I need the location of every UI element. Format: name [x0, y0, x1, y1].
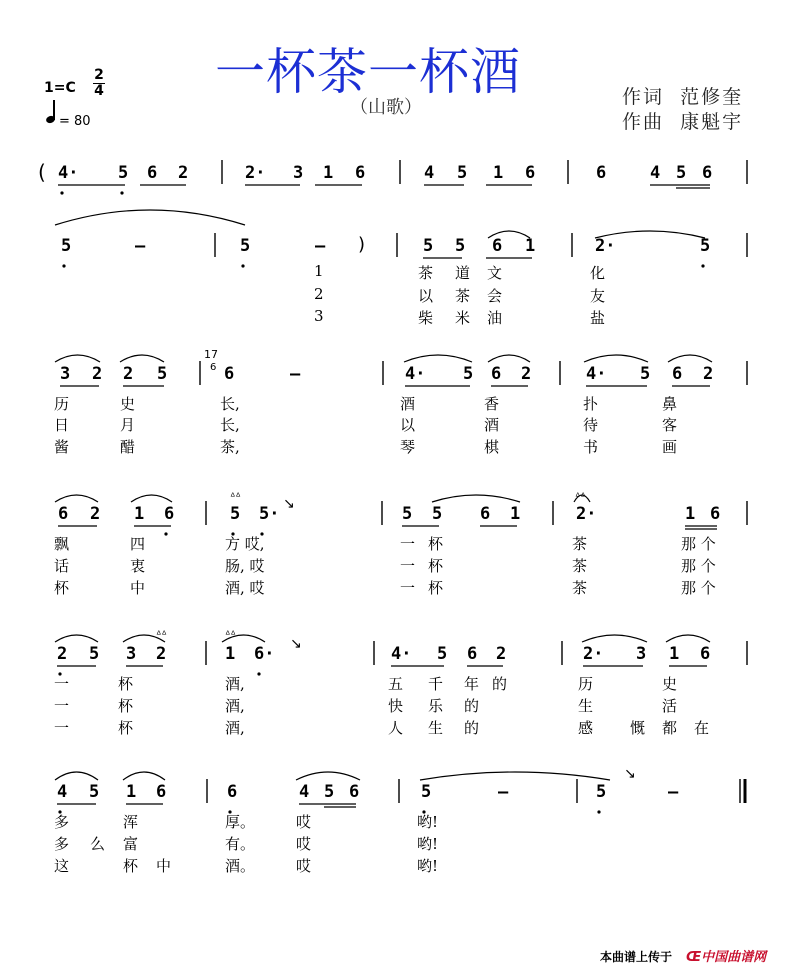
lyric-syllable: 酒, [225, 697, 245, 715]
slur [55, 772, 98, 780]
note: 6 [467, 644, 478, 664]
glide-arrow-icon: ↘ [624, 766, 636, 782]
lyric-syllable: 生 [428, 719, 444, 737]
lyric-syllable: 杯 [428, 535, 444, 553]
lyricist-label: 作词 [622, 86, 665, 108]
note: 6 [596, 163, 607, 183]
note: 5 [118, 163, 129, 183]
note: 5 [457, 163, 468, 183]
lyric-syllable: 那 个 [681, 557, 716, 575]
lyric-syllable: 历 [54, 395, 70, 413]
lyric-syllable: 四 [130, 535, 146, 553]
note: 5 [89, 782, 100, 802]
note: 5 [463, 364, 474, 384]
low-octave-dot [701, 264, 704, 267]
lyric-syllable: 茶 [572, 535, 588, 553]
note: 6· [254, 644, 275, 664]
lyric-syllable: 史 [120, 395, 136, 413]
lyric-syllable: 肠, 哎 [225, 557, 265, 575]
lyric-syllable: 画 [662, 438, 678, 456]
note: 6 [491, 364, 502, 384]
lyric-syllable: 客 [662, 416, 678, 434]
note: 1 [685, 504, 696, 524]
lyric-syllable: 历 [578, 675, 594, 693]
lyric-syllable: 这 [54, 857, 70, 875]
lyric-syllable: 茶 [572, 557, 588, 575]
lyric-syllable: 酒, 哎 [225, 579, 265, 597]
lyric-syllable: 五 [388, 675, 404, 693]
low-octave-dot [120, 191, 123, 194]
verse-number: 3 [314, 307, 324, 325]
note: 2· [583, 644, 604, 664]
note: 2 [178, 163, 189, 183]
note: 5 [596, 782, 607, 802]
lyric-syllable: 么 [90, 835, 106, 853]
lyric-syllable: 中 [130, 579, 146, 597]
lyric-syllable: 以 [400, 416, 416, 434]
lyric-syllable: 茶 [418, 264, 434, 282]
note: 5 [157, 364, 168, 384]
lyric-syllable: 话 [54, 557, 70, 575]
lyric-syllable: 以 [418, 287, 434, 305]
note: 6 [355, 163, 366, 183]
lyric-syllable: 一 [400, 579, 416, 597]
note: 5 [324, 782, 335, 802]
lyric-syllable: 厚。 [225, 813, 256, 831]
mordent-icon: ᐞᐞ [230, 492, 241, 503]
verse-number: 2 [314, 285, 324, 303]
note: 3 [60, 364, 71, 384]
lyric-syllable: 一 [54, 719, 70, 737]
lyric-syllable: 一 [54, 697, 70, 715]
note: 2 [57, 644, 68, 664]
note: 6 [349, 782, 360, 802]
note: 5 [455, 236, 466, 256]
low-octave-dot [164, 532, 167, 535]
lyric-syllable: 扑 [583, 395, 599, 413]
note: 5 [700, 236, 711, 256]
key-signature: 1=C [44, 80, 76, 96]
note: 6 [492, 236, 503, 256]
low-octave-dot [241, 264, 244, 267]
lyric-syllable: 的 [492, 675, 508, 693]
note: 5 [89, 644, 100, 664]
lyric-syllable: 长, [220, 416, 240, 434]
composer-label: 作曲 [622, 111, 665, 133]
note: 5 [437, 644, 448, 664]
slur [488, 355, 530, 362]
note: 1 [493, 163, 504, 183]
lyric-syllable: 中 [156, 857, 172, 875]
note: 4· [586, 364, 607, 384]
phrase-paren-close: ) [358, 234, 366, 255]
note: 5 [676, 163, 687, 183]
lyric-syllable: 人 [388, 719, 404, 737]
lyric-syllable: 乐 [428, 697, 444, 715]
glide-arrow-icon: ↘ [290, 636, 302, 652]
slur [55, 495, 98, 502]
tempo-marking: = 80 [59, 114, 91, 129]
lyric-syllable: 琴 [400, 438, 416, 456]
lyric-syllable: 那 个 [681, 579, 716, 597]
lyric-syllable: 杯 [118, 697, 134, 715]
note: 6 [156, 782, 167, 802]
lyric-syllable: 飘 [54, 535, 70, 553]
note: 5 [402, 504, 413, 524]
note: 4· [405, 364, 426, 384]
slur [55, 635, 98, 642]
lyric-syllable: 茶 [572, 579, 588, 597]
note: 6 [700, 644, 711, 664]
note: 5 [230, 504, 241, 524]
low-octave-dot [62, 264, 65, 267]
note: 1 [323, 163, 334, 183]
mordent-icon: ᐞᐞ [225, 630, 236, 641]
phrase-slur [55, 210, 245, 225]
lyric-syllable: 杯 [428, 557, 444, 575]
lyric-syllable: 富 [123, 835, 139, 853]
note: 6 [164, 504, 175, 524]
note: 6 [58, 504, 69, 524]
note: 1 [134, 504, 145, 524]
lyric-syllable: 酒 [400, 395, 416, 413]
verse-number: 1 [314, 262, 324, 280]
slur [666, 635, 710, 642]
lyric-syllable: 生 [578, 697, 594, 715]
lyric-syllable: 月 [120, 416, 136, 434]
note: 6 [672, 364, 683, 384]
lyric-syllable: 杯 [118, 719, 134, 737]
note: 4· [58, 163, 79, 183]
lyric-syllable: 待 [583, 416, 599, 434]
slur [123, 772, 165, 780]
note: 4 [650, 163, 661, 183]
note: 3 [636, 644, 647, 664]
slur [55, 355, 100, 362]
slur [420, 772, 610, 780]
note: 2 [90, 504, 101, 524]
slur [668, 355, 712, 362]
note: 5 [421, 782, 432, 802]
site-logo: Œ中国曲谱网 [686, 950, 767, 965]
slur [131, 495, 172, 502]
lyric-syllable: 都 [662, 719, 678, 737]
note: 5 [432, 504, 443, 524]
lyric-syllable: 慨 [630, 719, 646, 737]
lyric-syllable: 杯 [54, 579, 70, 597]
glide-arrow-icon: ↘ [283, 496, 295, 512]
note: – [668, 782, 679, 802]
note: 2· [576, 504, 597, 524]
note: 1 [510, 504, 521, 524]
note: 5 [61, 236, 72, 256]
lyricist-name: 范修奎 [680, 86, 744, 108]
note: 5· [259, 504, 280, 524]
note: 3 [293, 163, 304, 183]
note: – [290, 364, 301, 384]
note: 6 [710, 504, 721, 524]
note: 6 [480, 504, 491, 524]
lyric-syllable: 方 哎, [225, 535, 265, 553]
lyric-syllable: 酒。 [225, 857, 256, 875]
lyric-syllable: 在 [694, 719, 710, 737]
lyric-syllable: 有。 [225, 835, 256, 853]
note: 1 [126, 782, 137, 802]
note: 6 [227, 782, 238, 802]
note: 5 [423, 236, 434, 256]
note: 6 [525, 163, 536, 183]
lyric-syllable: 的 [464, 697, 480, 715]
note: – [135, 236, 146, 256]
note: 1 [225, 644, 236, 664]
lyric-syllable: 一 [54, 675, 70, 693]
lyric-syllable: 的 [464, 719, 480, 737]
note: 4· [391, 644, 412, 664]
mordent-icon: ᐞᐞ [156, 630, 167, 641]
note: 2 [156, 644, 167, 664]
lyric-syllable: 油 [487, 309, 503, 327]
note: 1 [669, 644, 680, 664]
note: 2· [245, 163, 266, 183]
note: – [315, 236, 326, 256]
lyric-syllable: 浑 [123, 813, 139, 831]
lyric-syllable: 日 [54, 416, 70, 434]
lyric-syllable: 哟! [417, 857, 439, 875]
lyric-syllable: 棋 [484, 438, 500, 456]
lyric-syllable: 哎 [296, 835, 312, 853]
mordent-icon: ᐞᐞ [575, 492, 586, 503]
slur [584, 355, 648, 362]
lyric-syllable: 感 [578, 719, 594, 737]
low-octave-dot [60, 191, 63, 194]
lyric-syllable: 活 [662, 697, 678, 715]
lyric-syllable: 会 [487, 287, 503, 305]
lyric-syllable: 一 [400, 535, 416, 553]
lyric-syllable: 一 [400, 557, 416, 575]
note: 2 [123, 364, 134, 384]
note: 2 [521, 364, 532, 384]
lyric-syllable: 酒 [484, 416, 500, 434]
lyric-syllable: 那 个 [681, 535, 716, 553]
note: – [498, 782, 509, 802]
lyric-syllable: 多 [54, 813, 70, 831]
low-octave-dot [257, 672, 260, 675]
note: 6 [702, 163, 713, 183]
note: 4 [57, 782, 68, 802]
lyric-syllable: 友 [590, 287, 606, 305]
page-title: 一杯茶一杯酒 [215, 43, 521, 101]
lyric-syllable: 年 [464, 675, 480, 693]
low-octave-dot [597, 810, 600, 813]
grace-note-mark: 17 [204, 348, 218, 361]
lyric-syllable: 鼻 [662, 395, 678, 413]
lyric-syllable: 衷 [130, 557, 146, 575]
lyric-syllable: 酱 [54, 438, 70, 456]
composer-name: 康魁宇 [680, 111, 744, 133]
lyric-syllable: 千 [428, 675, 444, 693]
lyric-syllable: 化 [590, 264, 606, 282]
note: 2 [496, 644, 507, 664]
note: 4 [299, 782, 310, 802]
lyric-syllable: 哟! [417, 835, 439, 853]
lyric-syllable: 柴 [418, 309, 434, 327]
lyric-syllable: 酒, [225, 675, 245, 693]
lyric-syllable: 米 [455, 309, 471, 327]
lyric-syllable: 杯 [118, 675, 134, 693]
note: 6 [147, 163, 158, 183]
slur [582, 635, 647, 642]
lyric-syllable: 多 [54, 835, 70, 853]
note: 6 [224, 364, 235, 384]
site-name: 中国曲谱网 [701, 950, 767, 965]
lyric-syllable: 杯 [428, 579, 444, 597]
lyric-syllable: 盐 [590, 309, 606, 327]
lyric-syllable: 哎 [296, 813, 312, 831]
slur [120, 355, 164, 362]
note: 5 [640, 364, 651, 384]
lyric-syllable: 道 [455, 264, 471, 282]
grace-note-sub: 6 [210, 362, 217, 373]
lyric-syllable: 香 [484, 395, 500, 413]
note: 1 [525, 236, 536, 256]
note: 2 [703, 364, 714, 384]
subtitle: （山歌） [350, 97, 422, 118]
lyric-syllable: 醋 [120, 438, 136, 456]
lyric-syllable: 快 [388, 697, 404, 715]
note: 3 [126, 644, 137, 664]
note: 4 [424, 163, 435, 183]
lyric-syllable: 哎 [296, 857, 312, 875]
lyric-syllable: 杯 [123, 857, 139, 875]
slur [404, 355, 472, 362]
time-sig-bottom: 4 [94, 83, 104, 99]
note: 5 [240, 236, 251, 256]
lyric-syllable: 哟! [417, 813, 439, 831]
time-sig-top: 2 [94, 67, 104, 83]
lyric-syllable: 书 [583, 438, 599, 456]
lyric-syllable: 茶, [220, 438, 240, 456]
footer-upload-text: 本曲谱上传于 [600, 950, 673, 964]
slur [296, 772, 360, 780]
lyric-syllable: 文 [487, 264, 503, 282]
lyric-syllable: 长, [220, 395, 240, 413]
slur [432, 495, 520, 502]
note: 2 [92, 364, 103, 384]
phrase-paren-open: ( [38, 160, 46, 184]
lyric-syllable: 茶 [455, 287, 471, 305]
lyric-syllable: 酒, [225, 719, 245, 737]
lyric-syllable: 史 [662, 675, 678, 693]
note: 2· [595, 236, 616, 256]
